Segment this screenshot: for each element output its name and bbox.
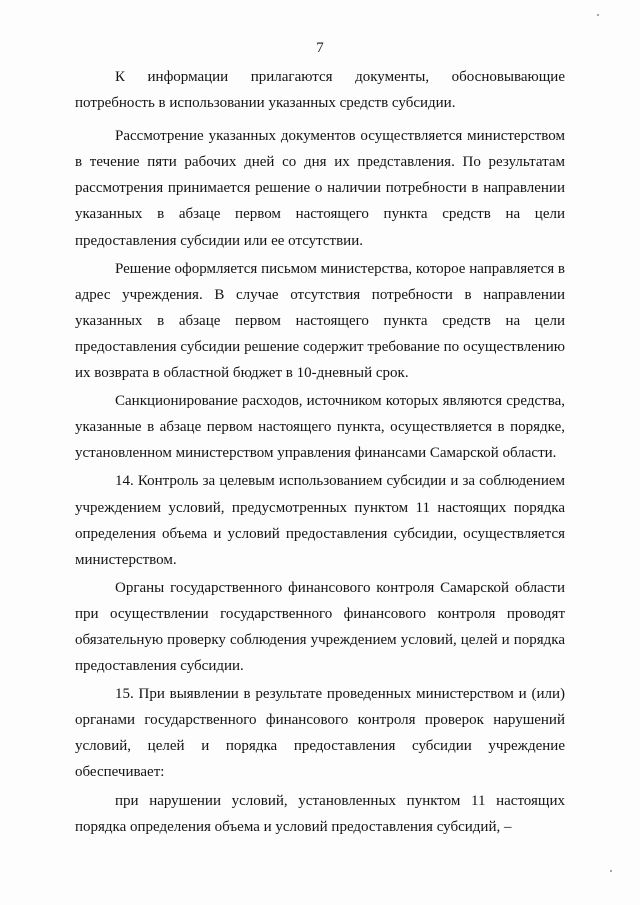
- paragraph-attached-documents: К информации прилагаются документы, обосновывающие потребность в использовании указанных средств субсидии.: [75, 69, 565, 112]
- document-body: [75, 64, 565, 840]
- scan-speck: [597, 14, 599, 16]
- scan-speck: [610, 870, 612, 872]
- paragraph-item-14-control: 14. Контроль за целевым использованием субсидии и за соблюдением учреждением условий, предусмотренных пунктом 11 настоящих порядка определения объема и условий предоставления субсидии, осуществляется министерством.: [75, 473, 565, 568]
- page-number: 7: [316, 40, 324, 56]
- paragraph-violation-of-conditions: при нарушении условий, установленных пунктом 11 настоящих порядка определения объема и условий предоставления субсидий, –: [75, 792, 565, 835]
- paragraph-item-15-violations: 15. При выявлении в результате проведенных министерством и (или) органами государственного финансового контроля проверок нарушений условий, целей и порядка предоставления субсидии учреждение обеспечивает:: [75, 686, 565, 781]
- paragraph-decision-letter: Решение оформляется письмом министерства, которое направляется в адрес учреждения. В случае отсутствия потребности в направлении указанных в абзаце первом настоящего пункта средств на цели предоставления субсидии решение содержит требование по осуществлению их возврата в областной бюджет в 10-дневный срок.: [75, 260, 565, 382]
- paragraph-expense-authorization: Санкционирование расходов, источником которых являются средства, указанные в абзаце первом настоящего пункта, осуществляется в порядке, установленном министерством управления финансами Самарской области.: [75, 393, 565, 462]
- paragraph-financial-control-bodies: Органы государственного финансового контроля Самарской области при осуществлении государственного финансового контроля проводят обязательную проверку соблюдения учреждением условий, целей и порядка предоставления субсидии.: [75, 579, 565, 675]
- paragraph-review-of-documents: Рассмотрение указанных документов осуществляется министерством в течение пяти рабочих дней со дня их представления. По результатам рассмотрения принимается решение о наличии потребности в направлении указанных в абзаце первом настоящего пункта средств на цели предоставления субсидии или ее отсутствии.: [75, 128, 565, 249]
